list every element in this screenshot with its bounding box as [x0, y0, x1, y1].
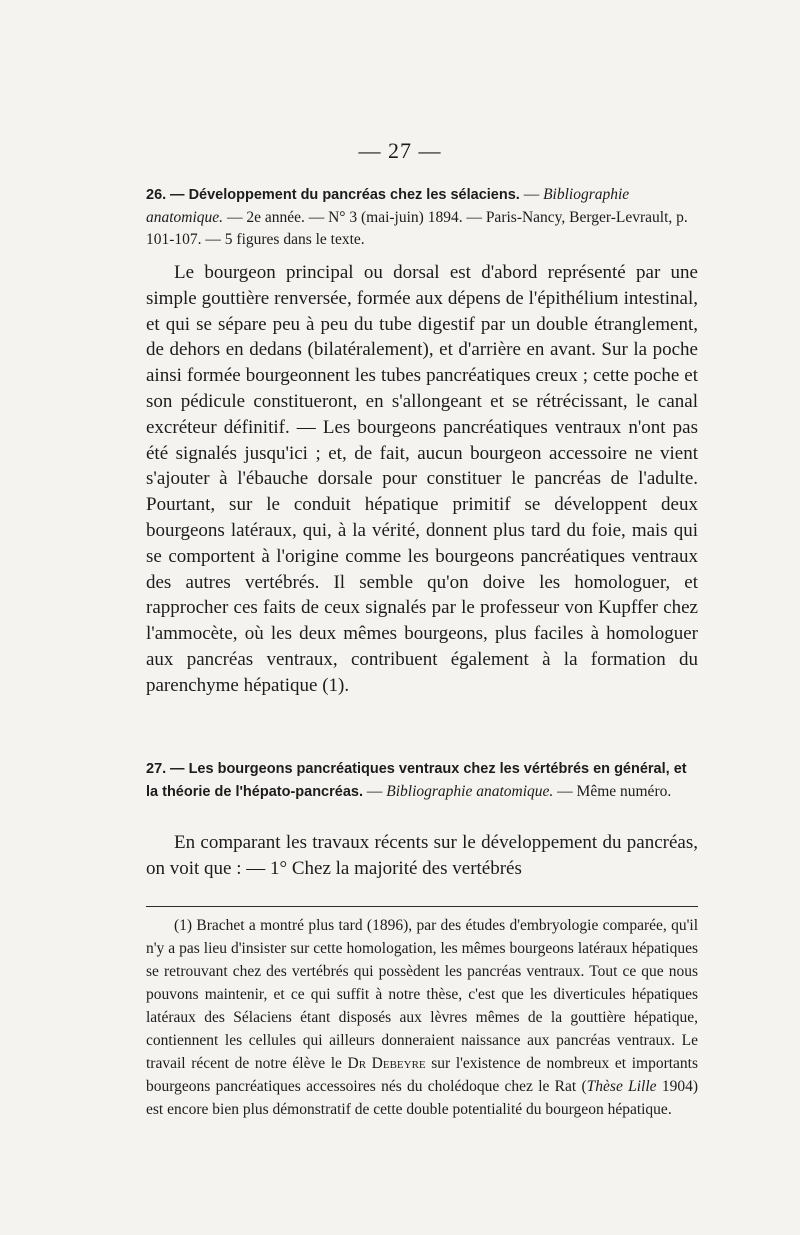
entry-27-heading: [146, 758, 698, 803]
entry-27-body: En comparant les travaux récents sur le développement du pancréas, on voit que : — 1° Chez la majorité des vertébrés: [146, 832, 698, 879]
entry-27-dash: —: [362, 782, 387, 800]
footnote-divider: [146, 906, 698, 907]
entry-26-dash: —: [519, 186, 544, 203]
entry-27-number: 27.: [146, 761, 167, 777]
entry-27-source: Bibliographie anatomique.: [386, 782, 554, 800]
entry-26-heading: [146, 184, 698, 252]
entry-26-body: [146, 260, 698, 699]
footnote-citation: Thèse Lille: [586, 1078, 657, 1095]
entry-26-title: — Développement du pancréas chez les sélaciens.: [170, 187, 520, 203]
footnote: [146, 914, 698, 1121]
footnote-author-name: Debeyre: [371, 1055, 426, 1072]
footnote-author-title: Dr: [347, 1055, 367, 1072]
entry-26-source: Bibliographie anatomique.: [146, 186, 630, 226]
footnote-text-2: sur l'existence de nombreux et importants bourgeons pancréatiques accessoires nés du cholédoque chez le Rat (: [146, 1055, 699, 1095]
entry-26-details: — 2e année. — N° 3 (mai-juin) 1894. — Paris-Nancy, Berger-Levrault, p. 101-107. — 5 figures dans le texte.: [146, 208, 688, 248]
entry-26-body-text: Le bourgeon principal ou dorsal est d'abord représenté par une simple gouttière renversée, formée aux dépens de l'épithélium intestinal, et qui se sépare peu à peu du tube digestif par un double étranglement, de dehors en dedans (bilatéralement), et d'arrière en avant. Sur la poche ainsi formée bourgeonnent les tubes pancréatiques creux ; cette poche et son pédicule constitueront, en s'allongeant et se rétrécissant, le canal excréteur définitif. — Les bourgeons pancréatiques ventraux n'ont pas été signalés jusqu'ici ; et, de fait, aucun bourgeon accessoire ne vient s'ajouter à l'ébauche dorsale pour constituer le pancréas de l'adulte. Pourtant, sur le conduit hépatique primitif se développent deux bourgeons latéraux, qui, à la vérité, donnent plus tard du foie, mais qui se comportent à l'origine comme les bourgeons pancréatiques ventraux des autres vertébrés. Il semble qu'on doive les homologuer, et rapprocher ces faits de ceux signalés par le professeur von Kupffer chez l'ammocète, où les deux mêmes bourgeons, plus faciles à homologuer aux pancréas ventraux, contribuent également à la formation du parenchyme hépatique: [146, 262, 698, 696]
entry-27-details: — Même numéro.: [553, 782, 672, 800]
entry-27-title: — Les bourgeons pancréatiques ventraux chez les vértébrés en général, et la théorie de l'hépato-pancréas.: [146, 761, 687, 800]
footnote-text-1: (1) Brachet a montré plus tard (1896), par des études d'embryologie comparée, qu'il n'y a pas lieu d'insister sur cette homologation, les mêmes bourgeons latéraux hépatiques se retrouvant chez des vertébrés qui possèdent les pancréas ventraux. Tout ce que nous pouvons maintenir, et ce qui suffit à notre thèse, c'est que les diverticules hépatiques latéraux des Sélaciens étant disposés aux lèvres mêmes de la gouttière hépatique, contiennent les cellules qui ailleurs donneraient naissance aux pancréas ventraux. Le travail récent de notre élève le: [146, 917, 698, 1072]
footnote-text-3: 1904) est encore bien plus démonstratif de cette double potentialité du bourgeon hépatique.: [146, 1078, 698, 1118]
page-number: — 27 —: [358, 138, 442, 163]
entry-26-number: 26.: [146, 187, 167, 203]
footnote-reference: (1).: [317, 674, 350, 696]
